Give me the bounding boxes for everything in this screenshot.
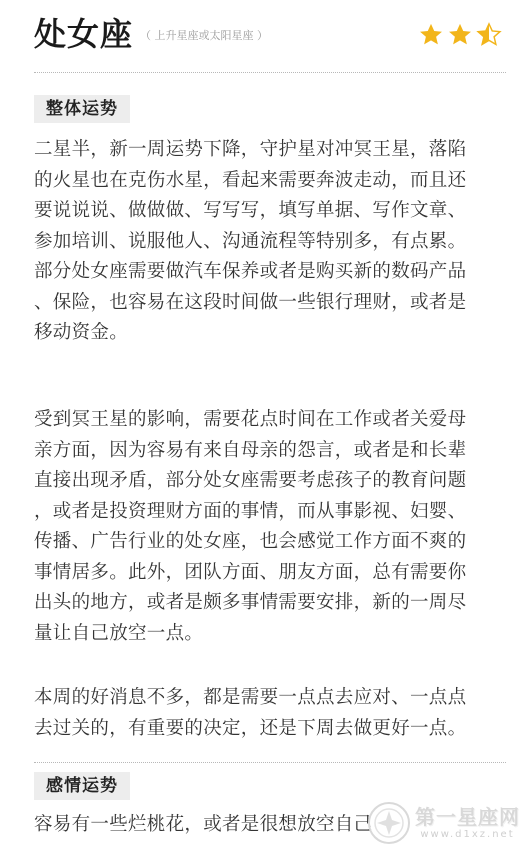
overall-paragraph-1: 二星半，新一周运势下降，守护星对冲冥王星，落陷 的火星也在克伤水星，看起来需要奔波走动，而且还 要说说说、做做做、写写写，填写单据、写作文章、 参加培训、说服他人、沟通流程等特别多，有点累。 部分处女座需要做汽车保养或者是购买新的数码产品 、保险，也容易在这段时间做一些银行理财，或者是 移动资金。	[34, 139, 467, 343]
overall-paragraph-2: 受到冥王星的影响，需要花点时间在工作或者关爱母 亲方面，因为容易有来自母亲的怨言，或者是和长辈 直接出现矛盾，部分处女座需要考虑孩子的教育问题 ，或者是投资理财方面的事情，而从事影视、妇婴、 传播、广告行业的处女座，也会感觉工作方面不爽的 事情居多。此外，团队方面、朋友方面，总有需要你 出头的地方，或者是颇多事情需要安排，新的一周尽 量让自己放空一点。	[34, 409, 467, 644]
watermark-text	[415, 805, 520, 841]
section-divider	[34, 762, 506, 763]
star-half-icon	[476, 22, 502, 47]
section-label-overall: 整体运势	[34, 95, 130, 123]
header	[34, 8, 506, 62]
page-subtitle: （ 上升星座或太阳星座 ）	[140, 29, 268, 42]
star-rating	[418, 22, 502, 47]
overall-paragraph-3: 本周的好消息不多，都是需要一点点去应对、一点点 去过关的，有重要的决定，还是下周去做更好一点。	[34, 687, 467, 739]
header-divider	[34, 72, 506, 73]
site-logo-icon	[367, 801, 411, 845]
star-full-icon	[418, 22, 444, 47]
love-paragraph-1: 容易有一些烂桃花，或者是很想放空自己	[34, 814, 373, 835]
star-full-icon	[447, 22, 473, 47]
watermark-url: www.d1xz.net	[420, 829, 515, 840]
page-title: 处女座	[34, 15, 134, 53]
section-label-love: 感情运势	[34, 772, 130, 800]
site-watermark	[367, 801, 520, 845]
watermark-name: 第一星座网	[415, 805, 520, 829]
